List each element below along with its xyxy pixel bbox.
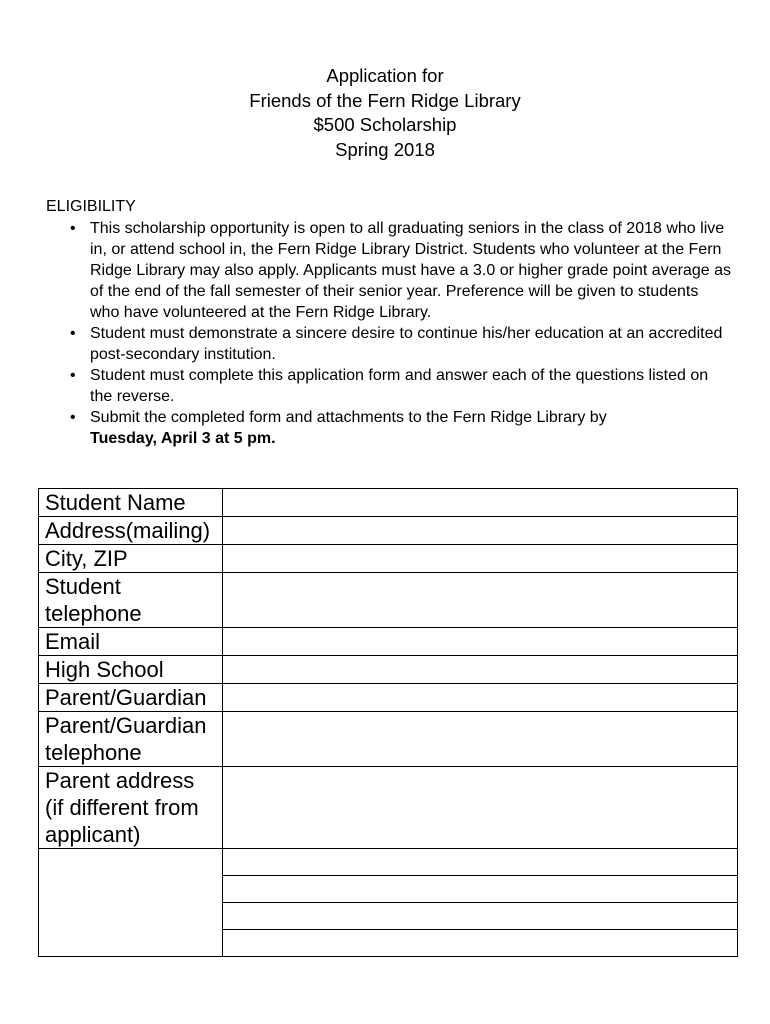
title-line-1: Application for xyxy=(326,65,444,86)
title-line-3: $500 Scholarship xyxy=(313,114,457,135)
table-row xyxy=(39,489,738,517)
field-label-city-zip: City, ZIP xyxy=(39,545,223,573)
field-label-high-school: High School xyxy=(39,656,223,684)
field-label-address: Address(mailing) xyxy=(39,517,223,545)
email-field[interactable] xyxy=(223,628,738,656)
title-line-2: Friends of the Fern Ridge Library xyxy=(249,89,521,111)
blank-label-cell xyxy=(39,849,223,957)
parent-address-field[interactable] xyxy=(223,767,738,849)
blank-line-field[interactable] xyxy=(223,849,738,876)
list-item-text: Student must demonstrate a sincere desire to continue his/her education at an accredited post-secondary institution. xyxy=(90,325,723,363)
field-label-parent-telephone: Parent/Guardian telephone xyxy=(39,712,223,767)
high-school-field[interactable] xyxy=(223,656,738,684)
table-row xyxy=(39,573,738,628)
parent-telephone-field[interactable] xyxy=(223,712,738,767)
list-item xyxy=(70,365,732,407)
field-label-parent-address: Parent address (if different from applicant) xyxy=(39,767,223,849)
parent-guardian-field[interactable] xyxy=(223,684,738,712)
field-label-student-name: Student Name xyxy=(39,489,223,517)
city-zip-field[interactable] xyxy=(223,545,738,573)
deadline-text: Tuesday, April 3 at 5 pm. xyxy=(90,430,276,447)
blank-line-field[interactable] xyxy=(223,903,738,930)
bullet-icon: • xyxy=(70,220,76,237)
application-form-table xyxy=(38,488,738,957)
table-row xyxy=(39,684,738,712)
bullet-icon: • xyxy=(70,409,76,426)
blank-line-field[interactable] xyxy=(223,876,738,903)
eligibility-list xyxy=(70,218,732,449)
list-item xyxy=(70,407,732,449)
list-item-text: This scholarship opportunity is open to all graduating seniors in the class of 2018 who live in, or attend school in, the Fern Ridge Library District. Students who volunteer at the Fern Ridge Library may also apply. Applicants must have a 3.0 or higher grade point average as of the end of the fall semester of their senior year. Preference will be given to students who have volunteered at the Fern Ridge Library. xyxy=(90,220,731,321)
address-field[interactable] xyxy=(223,517,738,545)
eligibility-heading: ELIGIBILITY xyxy=(46,198,136,215)
field-label-student-telephone: Student telephone xyxy=(39,573,223,628)
table-row xyxy=(39,517,738,545)
table-row xyxy=(39,712,738,767)
table-row xyxy=(39,849,738,876)
student-name-field[interactable] xyxy=(223,489,738,517)
field-label-email: Email xyxy=(39,628,223,656)
document-title xyxy=(0,64,770,162)
title-line-4: Spring 2018 xyxy=(335,138,435,160)
student-telephone-field[interactable] xyxy=(223,573,738,628)
list-item xyxy=(70,323,732,365)
list-item-text: Submit the completed form and attachments to the Fern Ridge Library by xyxy=(90,409,607,426)
bullet-icon: • xyxy=(70,325,76,342)
bullet-icon: • xyxy=(70,367,76,384)
blank-line-field[interactable] xyxy=(223,930,738,957)
table-row xyxy=(39,545,738,573)
list-item-text: Student must complete this application form and answer each of the questions listed on the reverse. xyxy=(90,367,709,405)
table-row xyxy=(39,656,738,684)
table-row xyxy=(39,628,738,656)
table-row xyxy=(39,767,738,849)
list-item xyxy=(70,218,732,323)
field-label-parent-guardian: Parent/Guardian xyxy=(39,684,223,712)
